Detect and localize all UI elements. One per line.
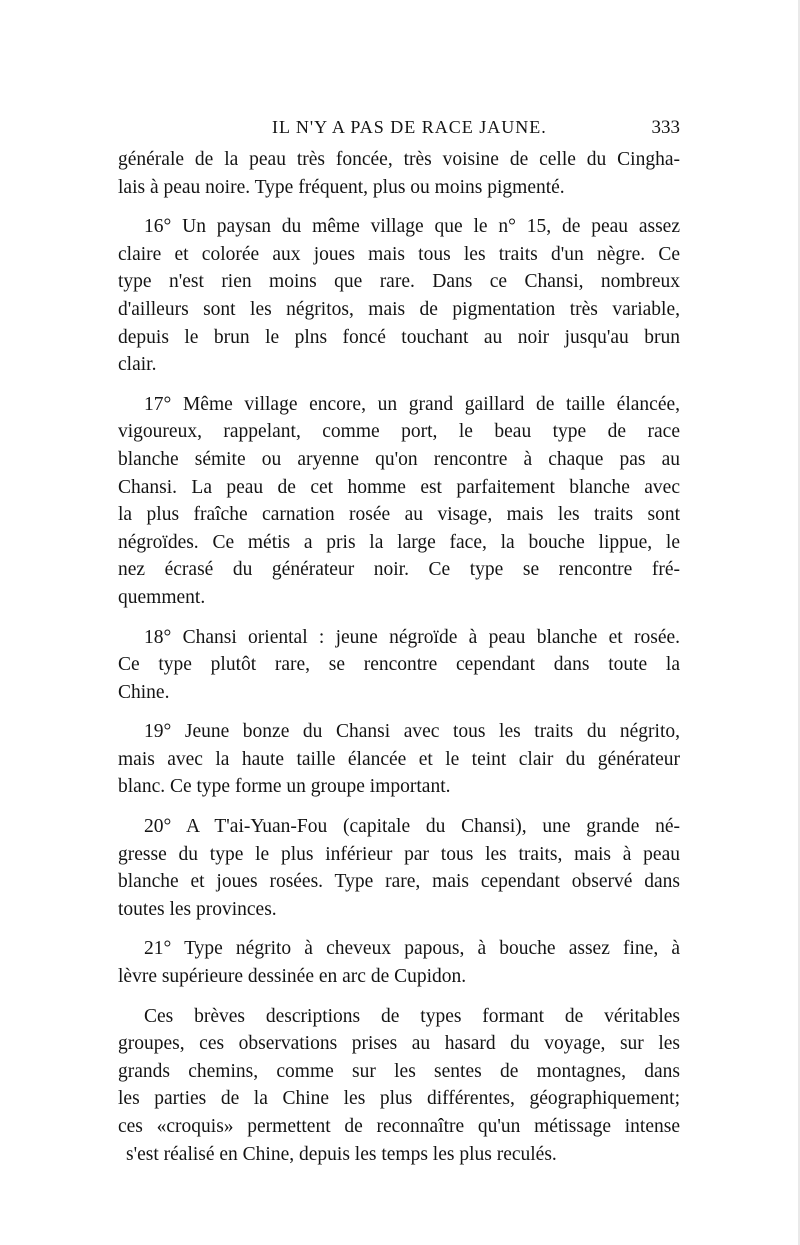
text-line: Chansi. La peau de cet homme est parfaitement blanche avec xyxy=(118,476,680,498)
text-line: Ces brèves descriptions de types formant de véritables xyxy=(144,1005,680,1027)
text-line: nez écrasé du générateur noir. Ce type se rencontre fré- xyxy=(118,559,680,581)
body-text xyxy=(118,146,680,1168)
text-line: d'ailleurs sont les négritos, mais de pigmentation très variable, xyxy=(118,298,680,320)
paragraph-type-16 xyxy=(118,213,680,379)
text-line: 17° Même village encore, un grand gaillard de taille élancée, xyxy=(144,393,680,415)
text-line: mais avec la haute taille élancée et le teint clair du générateur xyxy=(118,748,680,770)
text-line: vigoureux, rappelant, comme port, le beau type de race xyxy=(118,421,680,443)
text-line: grands chemins, comme sur les sentes de montagnes, dans xyxy=(118,1060,680,1082)
paragraph-type-18 xyxy=(118,624,680,707)
text-line: 19° Jeune bonze du Chansi avec tous les traits du négrito, xyxy=(144,721,680,743)
text-line: blanc. Ce type forme un groupe important. xyxy=(118,776,451,798)
running-header xyxy=(118,117,680,141)
text-line: les parties de la Chine les plus différentes, géographiquement; xyxy=(118,1088,680,1110)
text-line: Chine. xyxy=(118,681,170,703)
text-line: groupes, ces observations prises au hasard du voyage, sur les xyxy=(118,1033,680,1055)
text-line: la plus fraîche carnation rosée au visage, mais les traits sont xyxy=(118,504,680,526)
text-line: 18° Chansi oriental : jeune négroïde à peau blanche et rosée. xyxy=(144,626,680,648)
paragraph-continuation xyxy=(118,146,680,201)
running-title: IL N'Y A PAS DE RACE JAUNE. xyxy=(272,117,547,137)
text-line: quemment. xyxy=(118,586,206,608)
text-line: Ce type plutôt rare, se rencontre cependant dans toute la xyxy=(118,654,680,676)
paragraph-type-17 xyxy=(118,391,680,612)
page-number: 333 xyxy=(651,117,680,138)
text-line: générale de la peau très foncée, très voisine de celle du Cingha- xyxy=(118,149,680,170)
text-line: ces «croquis» permettent de reconnaître qu'un métissage intense xyxy=(118,1116,680,1137)
text-line: blanche sémite ou aryenne qu'on rencontre à chaque pas au xyxy=(118,448,680,470)
text-line: depuis le brun le plns foncé touchant au noir jusqu'au brun xyxy=(118,326,680,348)
text-line: 16° Un paysan du même village que le n° 15, de peau assez xyxy=(144,216,680,238)
paragraph-type-21 xyxy=(118,935,680,990)
text-line: 21° Type négrito à cheveux papous, à bouche assez fine, à xyxy=(144,938,680,960)
text-line: clair. xyxy=(118,354,157,376)
text-line: claire et colorée aux joues mais tous les traits d'un nègre. Ce xyxy=(118,243,680,265)
text-line: 20° A T'ai-Yuan-Fou (capitale du Chansi), une grande né- xyxy=(144,816,680,838)
text-line: type n'est rien moins que rare. Dans ce Chansi, nombreux xyxy=(118,271,680,293)
text-line: lais à peau noire. Type fréquent, plus ou moins pigmenté. xyxy=(118,176,565,198)
paragraph-type-19 xyxy=(118,718,680,801)
paragraph-conclusion xyxy=(118,1003,680,1169)
text-line: toutes les provinces. xyxy=(118,898,277,920)
text-line: lèvre supérieure dessinée en arc de Cupidon. xyxy=(118,966,467,988)
text-line: blanche et joues rosées. Type rare, mais cependant observé dans xyxy=(118,871,680,893)
text-line: s'est réalisé en Chine, depuis les temps les plus reculés. xyxy=(126,1143,557,1165)
text-line: négroïdes. Ce métis a pris la large face, la bouche lippue, le xyxy=(118,531,680,553)
text-line: gresse du type le plus inférieur par tous les traits, mais à peau xyxy=(118,843,680,865)
paragraph-type-20 xyxy=(118,813,680,923)
